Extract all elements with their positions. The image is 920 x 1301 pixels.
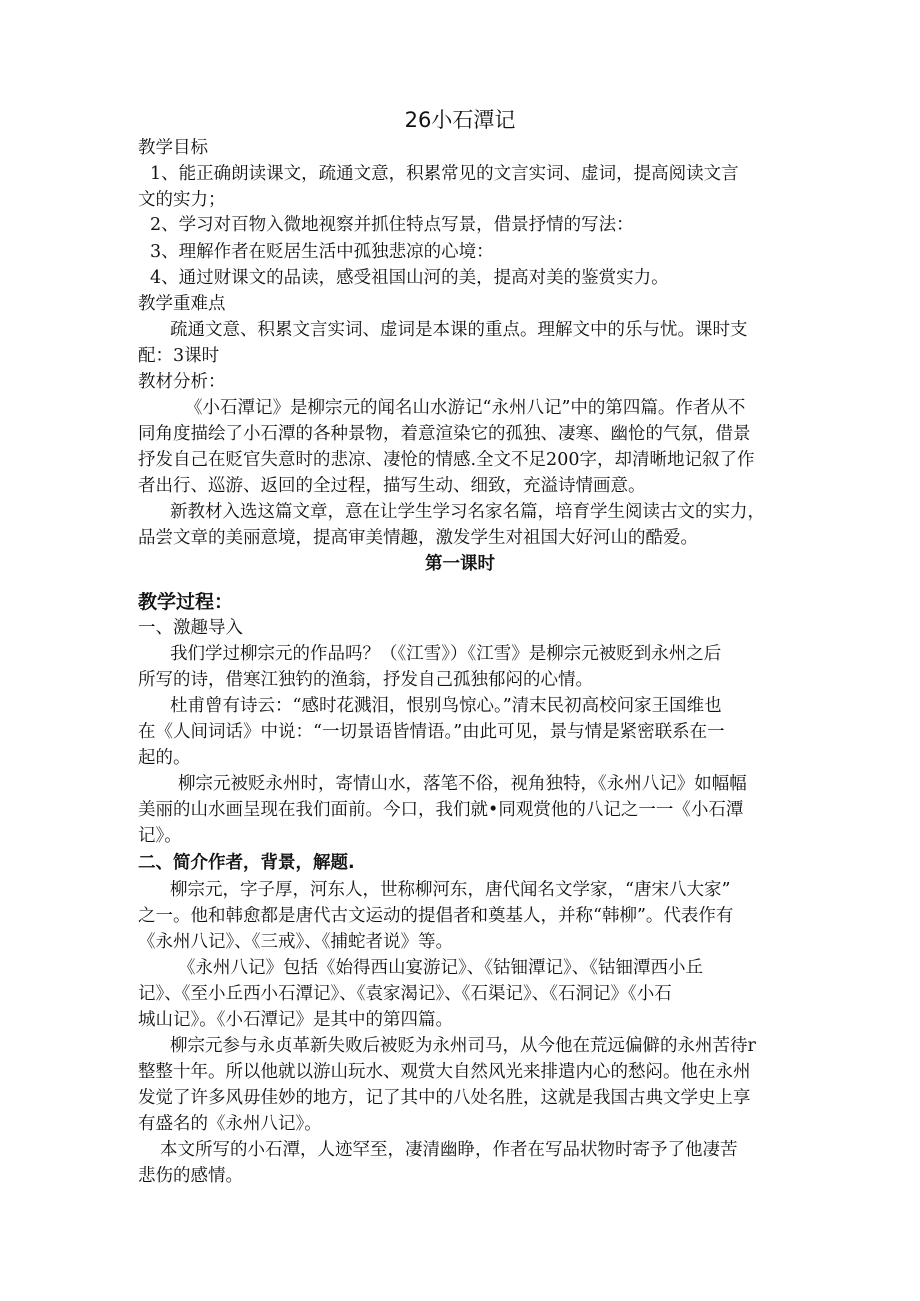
para-1-line-2: 所写的诗，借寒江独钓的渔翁，抒发自己孤独郁闷的心情。 [138, 670, 593, 690]
para-4-line-2: 之一。他和韩愈都是唐代古文运动的提倡者和奠基人，并称“韩柳”。代表作有 [138, 906, 734, 926]
para-3-line-1: 柳宗元被贬永州时，寄情山水，落笔不俗，视角独特，《永州八记》如幅幅 [178, 774, 747, 794]
para-5-line-1: 《永州八记》包括《始得西山宴游记》、《钴钿潭记》、《钴钿潭西小丘 [178, 958, 703, 978]
heading-process: 教学过程： [138, 591, 234, 613]
doc-title: 26小石潭记 [404, 108, 516, 132]
para-4-line-3: 《永州八记》、《三戒》、《捕蛇者说》等。 [138, 932, 453, 952]
para-3-line-3: 记》。 [138, 826, 182, 846]
para-2-line-2: 在《人间词话》中说：“一切景语皆情语。”由此可见，景与情是紧密联系在一 [138, 722, 725, 742]
goal-4: 4、通过财课文的品读，感受祖国山河的美，提高对美的鉴赏实力。 [150, 268, 669, 288]
para-6-line-1: 柳宗元参与永贞革新失败后被贬为永州司马，从今他在荒远偏僻的永州苦待r [170, 1036, 756, 1056]
para-2-line-3: 起的。 [138, 748, 191, 768]
goal-3: 3、理解作者在贬居生活中孤独悲凉的心境： [150, 242, 494, 262]
analysis-1-line-2: 同角度描绘了小石潭的各种景物，着意渲染它的孤独、凄寒、幽怆的气氛，借景 [138, 424, 751, 444]
para-6-line-4: 有盛名的《永州八记》。 [138, 1114, 322, 1134]
heading-analysis: 教材分析： [138, 372, 226, 392]
analysis-1-line-4: 者出行、巡游、返回的全过程，描写生动、细致，充溢诗情画意。 [138, 476, 646, 496]
section-1-heading: 一、激趣导入 [138, 618, 243, 638]
heading-goals: 教学目标 [138, 138, 208, 158]
section-2-heading: 二、简介作者，背景，解题. [138, 853, 355, 873]
para-6-line-3: 发觉了许多风毋佳妙的地方，记了其中的八处名胜，这就是我国古典文学史上享 [138, 1088, 751, 1108]
para-7-line-2: 悲伤的感情。 [138, 1166, 243, 1186]
para-4-line-1: 柳宗元，字子厚，河东人，世称柳河东，唐代闻名文学家，“唐宋八大家” [170, 880, 731, 900]
goal-1-line-1: 1、能正确朗读课文，疏通文意，积累常见的文言实词、虚词，提高阅读文言 [150, 164, 739, 184]
goal-1-line-2: 文的实力； [138, 190, 226, 210]
key-line-2: 配：3课时 [138, 346, 220, 366]
analysis-1-line-3: 抒发自己在贬官失意时的悲凉、凄怆的情感.全文不足200字，却清晰地记叙了作 [138, 450, 755, 470]
para-6-line-2: 整整十年。所以他就以游山玩水、观赏大自然风光来排遣内心的愁闷。他在永州 [138, 1062, 751, 1082]
analysis-2-line-1: 新教材入选这篇文章，意在让学生学习名家名篇，培育学生阅读古文的实力， [170, 502, 765, 522]
heading-key-points: 教学重难点 [138, 294, 226, 314]
para-5-line-3: 城山记》。《小石潭记》是其中的第四篇。 [138, 1010, 453, 1030]
analysis-1-line-1: 《小石潭记》是柳宗元的闻名山水游记“永州八记”中的第四篇。作者从不 [185, 398, 746, 418]
para-2-line-1: 杜甫曾有诗云：“感时花溅泪，恨别鸟惊心。”清末民初高校问家王国维也 [170, 696, 722, 716]
lesson-heading: 第一课时 [425, 554, 495, 574]
analysis-2-line-2: 品尝文章的美丽意境，提高审美情趣，激发学生对祖国大好河山的酷爱。 [138, 528, 698, 548]
para-1-line-1: 我们学过柳宗元的作品吗？（《江雪》）《江雪》是柳宗元被贬到永州之后 [170, 644, 722, 664]
para-5-line-2: 记》、《至小丘西小石潭记》、《袁家渴记》、《石渠记》、《石洞记》《小石 [138, 984, 672, 1004]
para-3-line-2: 美丽的山水画呈现在我们面前。今口，我们就•同观赏他的八记之一一《小石潭 [138, 800, 744, 820]
goal-2: 2、学习对百物入微地视察并抓住特点写景，借景抒情的写法： [150, 215, 634, 235]
key-line-1: 疏通文意、积累文言实词、虚词是本课的重点。理解文中的乐与忧。课时支 [170, 320, 748, 340]
para-7-line-1: 本文所写的小石潭，人迹罕至，凄清幽睁，作者在写品状物时寄予了他凄苦 [160, 1140, 738, 1160]
